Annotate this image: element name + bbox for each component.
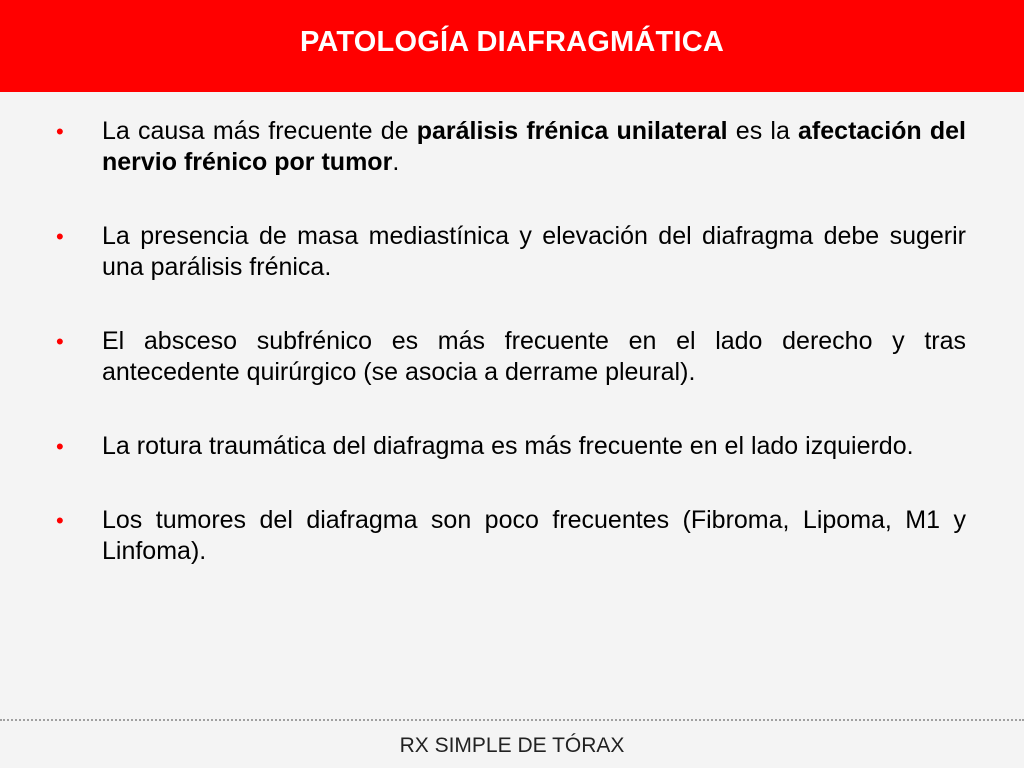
- bullet-text: La rotura traumática del diafragma es más frecuente en el lado izquierdo.: [102, 432, 914, 460]
- footer-divider: [0, 719, 1024, 721]
- bullet-text: El absceso subfrénico es más frecuente en el lado derecho y tras antecedente quirúrgico (se asocia a derrame pleural).: [102, 327, 966, 386]
- bullet-icon: •: [56, 329, 64, 354]
- bullet-icon: •: [56, 224, 64, 249]
- bullet-item-2: [56, 221, 966, 283]
- bullet-list: [56, 116, 966, 610]
- bullet-icon: •: [56, 508, 64, 533]
- bullet-bold-text: parálisis frénica unilateral: [416, 117, 728, 145]
- bullet-item-5: [56, 505, 966, 567]
- title-bar: [0, 0, 1024, 92]
- bullet-icon: •: [56, 119, 64, 144]
- bullet-item-3: [56, 326, 966, 388]
- bullet-icon: •: [56, 434, 64, 459]
- bullet-text: Los tumores del diafragma son poco frecuentes (Fibroma, Lipoma, M1 y Linfoma).: [102, 506, 966, 565]
- bullet-item-1: [56, 116, 966, 178]
- bullet-text: La causa más frecuente de: [102, 117, 417, 145]
- bullet-text: .: [392, 148, 400, 176]
- bullet-bold-text: afectación del nervio frénico por tumor: [102, 117, 966, 176]
- bullet-item-4: [56, 431, 966, 462]
- footer-label: RX SIMPLE DE TÓRAX: [399, 734, 625, 757]
- bullet-text: es la: [727, 117, 799, 145]
- slide-title: PATOLOGÍA DIAFRAGMÁTICA: [300, 26, 724, 58]
- bullet-text: La presencia de masa mediastínica y elevación del diafragma debe sugerir una parálisis frénica.: [102, 222, 966, 281]
